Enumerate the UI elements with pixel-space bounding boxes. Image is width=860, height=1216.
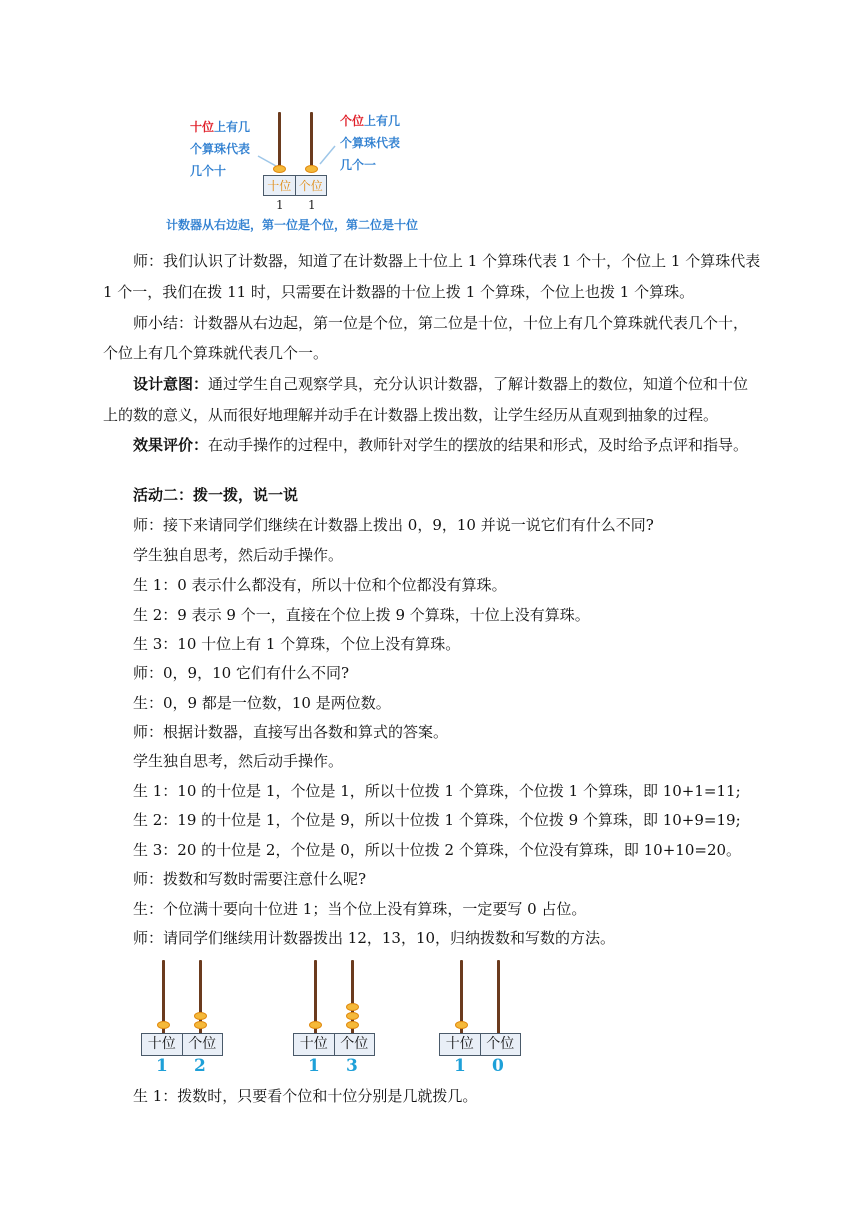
place-value-box: [293, 1033, 375, 1056]
paragraph-line: 师：接下来请同学们继续在计数器上拨出 0，9，10 并说一说它们有什么不同?: [133, 516, 654, 534]
ones-bead: [194, 1021, 207, 1029]
tens-place-label: 十位: [142, 1034, 183, 1055]
ones-place-label: 个位: [188, 1036, 217, 1052]
figure-caption: 计数器从右边起，第一位是个位，第二位是十位: [166, 218, 419, 232]
paragraph-line: 上的数的意义，从而很好地理解并动手在计数器上拨出数，让学生经历从直观到抽象的过程。: [103, 406, 719, 424]
paragraph-line: 生 1：10 的十位是 1，个位是 1，所以十位拨 1 个算珠，个位拨 1 个算珠，即 10+1=11;: [133, 782, 741, 800]
place-value-box: [439, 1033, 521, 1056]
paragraph-line: 学生独自思考，然后动手操作。: [133, 752, 344, 770]
place-value-box: [141, 1033, 223, 1056]
paragraph-line: 生 3：20 的十位是 2，个位是 0，所以十位拨 2 个算珠，个位没有算珠，即 10+10=20。: [133, 841, 742, 859]
ones-bead: [194, 1012, 207, 1020]
ones-bead: [346, 1021, 359, 1029]
paragraph-line: 生 2：9 表示 9 个一，直接在个位上拨 9 个算珠，十位上没有算珠。: [133, 606, 590, 624]
evaluation-line: 效果评价：在动手操作的过程中，教师针对学生的摆放的结果和形式，及时给予点评和指导。: [133, 436, 749, 454]
activity-title: 活动二：拨一拨，说一说: [133, 486, 299, 504]
paragraph-line: 个位上有几个算珠就代表几个一。: [103, 344, 329, 362]
ones-rod: [497, 960, 500, 1034]
paragraph-line: 生 3：10 十位上有 1 个算珠，个位上没有算珠。: [133, 635, 461, 653]
ones-place-label: 个位: [298, 179, 323, 193]
ones-digit: 3: [346, 1056, 358, 1076]
paragraph-line: 师：请同学们继续用计数器拨出 12，13，10，归纳拨数和写数的方法。: [133, 929, 616, 947]
ones-rod: [310, 112, 313, 170]
paragraph-line: 师：0，9，10 它们有什么不同?: [133, 664, 349, 682]
ones-bead: [305, 165, 318, 173]
place-value-box: [263, 175, 327, 196]
ones-digit: 2: [194, 1056, 206, 1076]
paragraph-line: 生：个位满十要向十位进 1；当个位上没有算珠，一定要写 0 占位。: [133, 900, 587, 918]
abacus: [141, 958, 223, 1078]
tens-explanation-label: 十位上有几 个算珠代表 几个十: [190, 120, 251, 178]
paragraph-line: 生：0，9 都是一位数，10 是两位数。: [133, 694, 391, 712]
ones-place-label: 个位: [340, 1036, 369, 1052]
abacus: [439, 958, 521, 1078]
ones-digit: 0: [492, 1056, 504, 1076]
ones-explanation-label: 个位上有几 个算珠代表 几个一: [340, 114, 401, 172]
ones-digit: 1: [308, 198, 316, 212]
tens-bead: [157, 1021, 170, 1029]
paragraph-line: 学生独自思考，然后动手操作。: [133, 546, 344, 564]
tens-rod: [278, 112, 281, 170]
paragraph-line: 师小结：计数器从右边起，第一位是个位，第二位是十位，十位上有几个算珠就代表几个十，: [133, 314, 749, 332]
tens-digit: 1: [454, 1056, 466, 1076]
tens-digit: 1: [276, 198, 284, 212]
paragraph-line: 师：我们认识了计数器，知道了在计数器上十位上 1 个算珠代表 1 个十，个位上 1 个算珠代表: [133, 252, 761, 270]
design-intent-line: 设计意图：通过学生自己观察学具，充分认识计数器，了解计数器上的数位，知道个位和十位: [133, 375, 749, 393]
tens-place-label: 十位: [440, 1034, 481, 1055]
paragraph-line: 生 2：19 的十位是 1，个位是 9，所以十位拨 1 个算珠，个位拨 9 个算珠，即 10+9=19;: [133, 811, 741, 829]
abacus: [293, 958, 375, 1078]
paragraph-line: 生 1：0 表示什么都没有，所以十位和个位都没有算珠。: [133, 576, 507, 594]
ones-bead: [346, 1012, 359, 1020]
tens-bead: [273, 165, 286, 173]
paragraph-line: 师：拨数和写数时需要注意什么呢?: [133, 870, 367, 888]
design-intent-label: 设计意图：: [133, 375, 209, 393]
paragraph-line: 1 个一，我们在拨 11 时，只需要在计数器的十位上拨 1 个算珠，个位上也拨 1 个算珠。: [103, 283, 695, 301]
tens-place-label: 十位: [294, 1034, 335, 1055]
tens-digit: 1: [308, 1056, 320, 1076]
tens-bead: [309, 1021, 322, 1029]
tens-place-label: 十位: [264, 176, 296, 195]
ones-bead: [346, 1003, 359, 1011]
evaluation-label: 效果评价：: [133, 436, 209, 454]
ones-place-label: 个位: [486, 1036, 515, 1052]
tens-digit: 1: [156, 1056, 168, 1076]
paragraph-line: 生 1：拨数时，只要看个位和十位分别是几就拨几。: [133, 1087, 478, 1105]
paragraph-line: 师：根据计数器，直接写出各数和算式的答案。: [133, 723, 449, 741]
tens-bead: [455, 1021, 468, 1029]
